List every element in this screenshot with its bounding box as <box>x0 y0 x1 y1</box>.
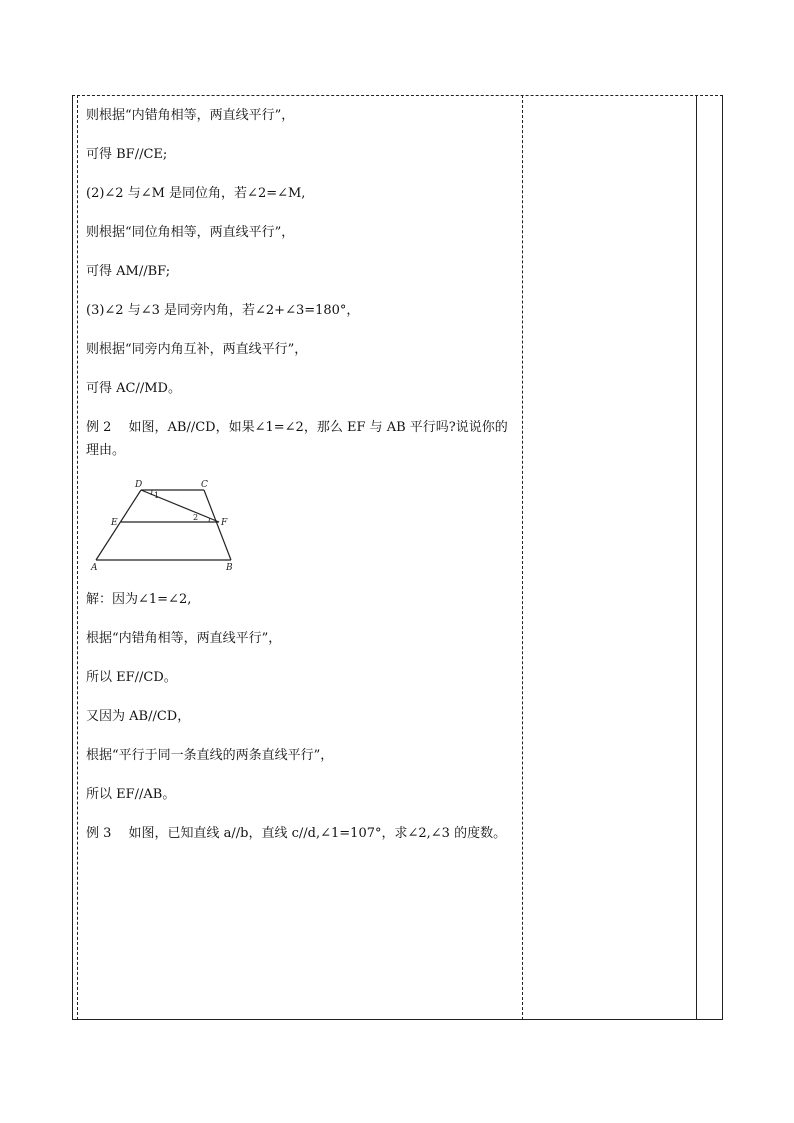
solution-line-6: 所以 EF//AB。 <box>86 787 176 802</box>
point-label-B: B <box>226 563 233 572</box>
example-3-question: 例 3 如图，已知直线 a//b，直线 c//d,∠1=107°，求∠2,∠3 的度数。 <box>86 826 507 841</box>
text-line-5: 可得 AM//BF; <box>86 264 171 279</box>
point-label-E: E <box>111 518 118 528</box>
trapezoid-svg <box>86 478 242 572</box>
point-label-A: A <box>91 563 98 572</box>
content-column-divider <box>522 95 523 1020</box>
solution-line-2: 根据“内错角相等，两直线平行”， <box>86 631 282 646</box>
text-line-1: 则根据“内错角相等，两直线平行”， <box>86 108 295 123</box>
angle-label-1: 1 <box>154 491 160 500</box>
table-bottom-border <box>72 1019 723 1020</box>
text-line-2: 可得 BF//CE; <box>86 147 168 162</box>
example-2-question: 例 2 如图，AB//CD，如果∠1=∠2，那么 EF 与 AB 平行吗?说说你的理由。 <box>86 420 508 458</box>
point-label-F: F <box>221 518 228 528</box>
text-line-7: 则根据“同旁内角互补，两直线平行”， <box>86 342 308 357</box>
segment-DF <box>141 490 219 522</box>
table-top-border <box>72 95 723 96</box>
main-content <box>86 104 516 861</box>
angle-label-2: 2 <box>193 513 199 522</box>
text-line-6: (3)∠2 与∠3 是同旁内角，若∠2+∠3=180°， <box>86 303 360 318</box>
notes-column-divider <box>696 95 697 1020</box>
point-label-D: D <box>135 480 143 490</box>
solution-line-4: 又因为 AB//CD， <box>86 709 191 724</box>
solution-line-3: 所以 EF//CD。 <box>86 670 177 685</box>
text-line-4: 则根据“同位角相等，两直线平行”， <box>86 225 295 240</box>
point-label-C: C <box>201 480 208 490</box>
table-left-border <box>72 95 73 1020</box>
text-line-8: 可得 AC//MD。 <box>86 381 181 396</box>
segment-DA <box>96 490 141 560</box>
table-left-inner-dashed-border <box>77 95 78 1020</box>
solution-line-1: 解：因为∠1=∠2, <box>86 592 192 607</box>
solution-line-5: 根据“平行于同一条直线的两条直线平行”， <box>86 748 334 763</box>
trapezoid-diagram <box>86 478 242 572</box>
text-line-3: (2)∠2 与∠M 是同位角，若∠2=∠M, <box>86 186 306 201</box>
table-right-border <box>722 95 723 1020</box>
